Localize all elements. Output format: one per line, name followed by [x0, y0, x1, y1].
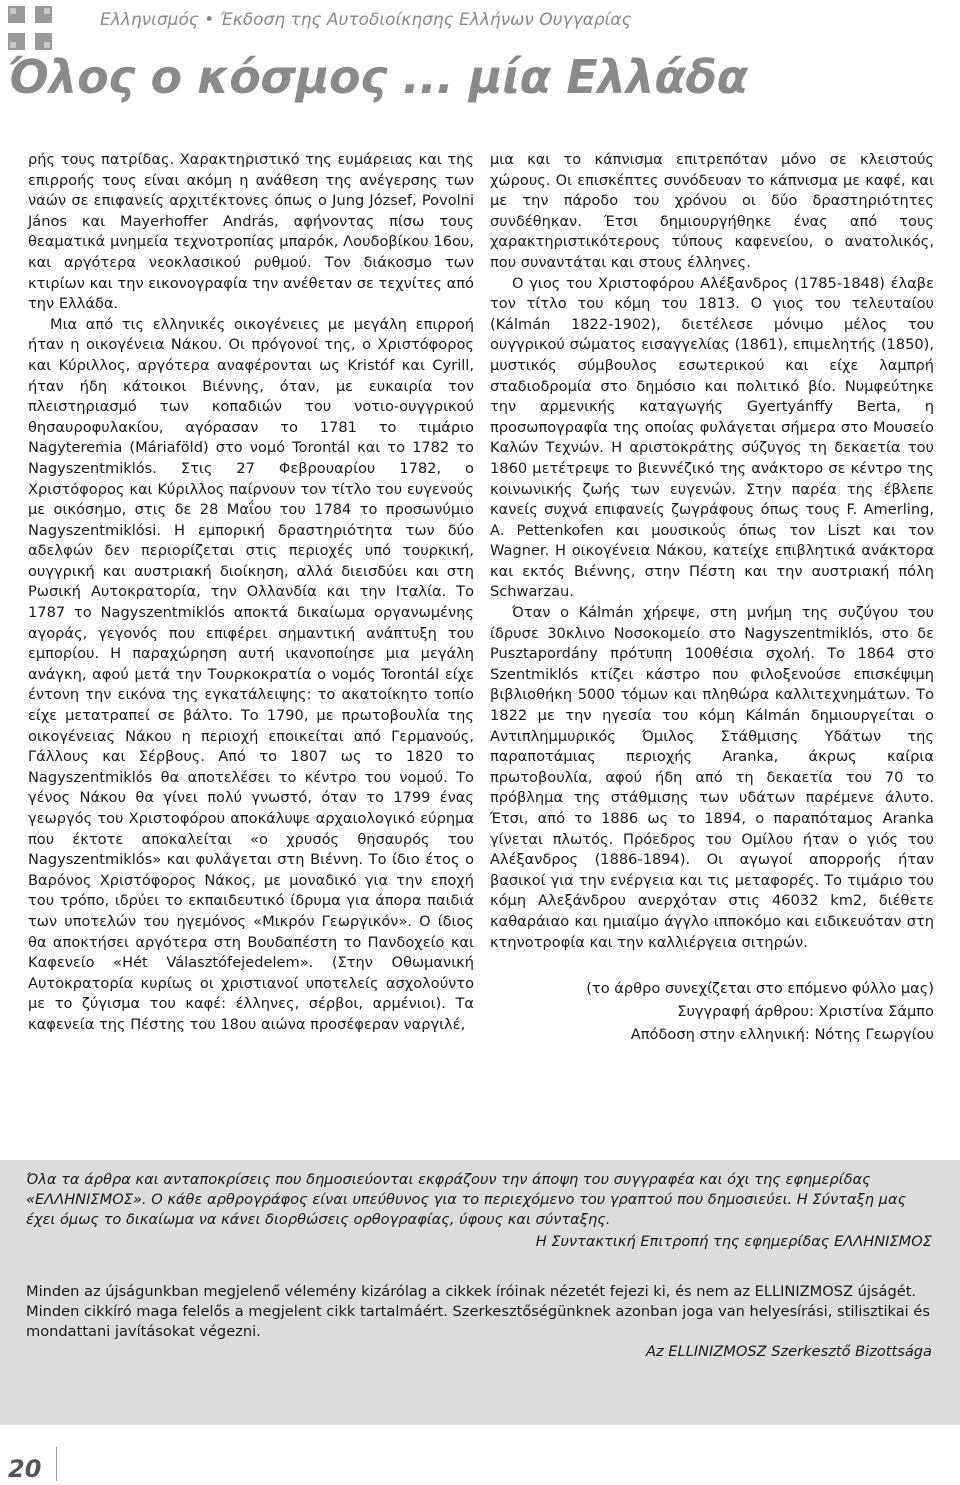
disclaimer-box: [0, 1160, 960, 1425]
translator-credit: Απόδοση στην ελληνική: Νότης Γεωργίου: [630, 1026, 934, 1044]
article-paragraph: Όταν ο Kálmán χήρεψε, στη μνήμη της συζύγου του ίδρυσε 30κλινο Νοσοκομείο στο Nagyszentmiklós, στο δε Pusztapordány πρότυπη 100θέσια σχολή. Το 1864 στο Szentmiklós κτίζει κάστρο που φιλοξενούσε επισκέψιμη βιβλιοθήκη 5000 τόμων και πληθώρα καλλιτεχνημάτων. Το 1822 με την ηγεσία του κόμη Kálmán δημιουργείται ο Αντιπλημμυρικός Όμιλος Στάθμισης Υδάτων της παραποτάμιας περιοχής Aranka, άκρως καίρια πρωτοβουλία, αφού ήδη από τη δεκαετία του 70 το πρόβλημα της στάθμισης των υδάτων παρέμενε άλυτο. Έτσι, από το 1886 ως το 1894, ο παραπόταμος Aranka γίνεται πλωτός. Πρόεδρος του Ομίλου ήταν ο γιός του Αλέξανδρος (1886-1894). Οι αγωγοί απορροής ήταν βασικοί για την ενέργεια και τις μεταφορές. Το τιμάριο του κόμη Αλεξάνδρου ανερχόταν στις 46032 km2, διέθετε καθαράιαο και ημιαίμο άγγλο ιπποκόμο και ειδικευόταν στη κτηνοτροφία και την καλλιέργεια σιτηρών.: [490, 604, 934, 951]
page-number: 20: [8, 1455, 42, 1483]
continued-note: (το άρθρο συνεχίζεται στο επόμενο φύλλο μας): [586, 980, 934, 998]
article-paragraph: μια και το κάπνισμα επιτρεπόταν μόνο σε κλειστούς χώρους. Οι επισκέπτες συνόδευαν το κάπνισμα με καφέ, και με την πάροδο του χρόνου οι δύο δραστηριότητες συνδέθηκαν. Έτσι δημιουργήθηκε ένας από τους χαρακτηριστικότερους τύπους καφενείου, ο ανατολικός, που συναντάται και στους έλληνες.: [490, 151, 934, 271]
greek-cross-flag-icon: [8, 6, 52, 50]
article-right-column: [490, 150, 934, 1046]
greek-disclaimer: Όλα τα άρθρα και ανταποκρίσεις που δημοσιεύονται εκφράζουν την άποψη του συγγραφέα και όχι της εφημερίδας «ΕΛΛΗΝΙΣΜΟΣ». Ο κάθε αρθρογράφος είναι υπεύθυνος για το περιεχόμενο του γραπτού που δημοσιεύει. Η Σύνταξη μας έχει όμως το δικαίωμα να κάνει διορθώσεις ορθογραφίας, ύφους και σύνταξης.: [26, 1171, 907, 1228]
page-number-divider: [56, 1447, 57, 1481]
article-paragraph: ρής τους πατρίδας. Χαρακτηριστικό της ευμάρειας και της επιρροής τους είναι ακόμη η ανάθεση της ανέγερσης των ναών σε επιφανείς αρχιτέκτονες όπως ο Jung József, Povolni János και Mayerhoffer András, αφήνοντας πίσω τους θεαματικά μνημεία τεχνοτροπίας μπαρόκ, Λουδοβίκου 16ου, και αργότερα νεοκλασικού ρυθμού. Τον διάκοσμο των κτιρίων και την εικονογραφία την ανέθεταν σε τεχνίτες από την Ελλάδα.: [28, 151, 474, 313]
author-credit: Συγγραφή άρθρου: Χριστίνα Σάμπο: [677, 1003, 934, 1021]
hungarian-disclaimer-signature: Az ELLINIZMOSZ Szerkesztő Bizottsága: [645, 1343, 932, 1360]
article-left-column: [28, 150, 474, 1036]
page-title: Όλος ο κόσμος ... μία Ελλάδα: [8, 50, 748, 104]
article-credits: [490, 977, 934, 1046]
masthead: Ελληνισμός • Έκδοση της Αυτοδιοίκησης Ελλήνων Ουγγαρίας: [100, 10, 632, 30]
article-paragraph: Μια από τις ελληνικές οικογένειες με μεγάλη επιρροή ήταν η οικογένεια Νάκου. Οι πρόγονοί της, ο Χριστόφορος και Κύριλλος, αργότερα αναφέρονται ως Kristóf και Cyrill, ήταν ήδη κάτοικοι Βιέννης, όταν, με ευκαιρία τον πλειστηριασμό των κοπαδιών του νοτιο-ουγγρικού θησαυροφυλακίου, αγόρασαν το 1781 το τιμάριο Nagyteremia (Máriaföld) στο νομό Torontál και το 1782 το Nagyszentmiklós. Στις 27 Φεβρουαρίου 1782, ο Χριστόφορος και Κύριλλος παίρνουν τον τίτλο του ευγενούς με οικόσημο, στις δε 28 Μαΐου του 1784 το προσωνύμιο Nagyszentmiklósi. Η εμπορική δραστηριότητα των δύο αδελφών δεν περιορίζεται στις περιοχές υπό τουρκική, ουγγρική και αυστριακή διοίκηση, αλλά διεισδύει και στη Ρωσική Αυτοκρατορία, την Ολλανδία και την Ιταλία. Το 1787 το Nagyszentmiklós αποκτά δικαίωμα οργανωμένης αγοράς, γεγονός που επιφέρει σημαντική ανάπτυξη του εμπορίου. Η παραχώρηση αυτή ικανοποίησε μια μεγάλη ανάγκη, αφού μετά την Τουρκοκρατία ο νομός Torontál είχε έντονη την εικόνα της εγκατάλειψης: το ακατοίκητο τοπίο είχε μετατραπεί σε βάλτο. Το 1790, με πρωτοβουλία της οικογένειας Νάκου η περιοχή εποικείται από Γερμανούς, Γάλλους και Σέρβους. Από το 1807 ως το 1820 το Nagyszentmiklós θα αποτελέσει το κέντρο του νομού. Το γένος Νάκου θα γίνει πολύ γνωστό, όταν το 1799 ένας γεωργός του Χριστοφόρου αποκάλυψε αρχαιολογικό εύρημα που έκτοτε αποκαλείται «ο χρυσός θησαυρός του Nagyszentmiklós» και φυλάγεται στη Βιέννη. Το ίδιο έτος ο Βαρόνος Χριστόφορος Νάκος, με μοναδικό για την εποχή του τρόπο, ιδρύει το εκπαιδευτικό ίδρυμα για άπορα παιδιά των υποτελών του ηγεμόνος «Μικρόν Γεωργικόν». Ο ίδιος θα αποκτήσει αργότερα στη Βουδαπέστη το Πανδοχείο και Καφενείο «Hét Választófejedelem». (Στην Οθωμανική Αυτοκρατορία κυρίως οι χριστιανοί υποτελείς ασχολούντο με το ζύγισμα του καφέ: έλληνες, σέρβοι, αρμένιοι). Τα καφενεία της Πέστης του 18ου αιώνα προσέφεραν ναργιλέ,: [28, 315, 474, 1033]
hungarian-disclaimer: Minden az újságunkban megjelenő vélemény kizárólag a cikkek íróinak nézetét fejezi ki, és nem az ELLINIZMOSZ újságét. Minden cikkíró maga felelős a megjelent cikk tartalmáért. Szerkesztőségünknek azonban joga van helyesírási, stilisztikai és mondattani javításokat végezni.: [26, 1283, 930, 1340]
article-paragraph: Ο γιος του Χριστοφόρου Αλέξανδρος (1785-1848) έλαβε τον τίτλο του κόμη του 1813. Ο γιος του τελευταίου (Kálmán 1822-1902), διετέλεσε μόνιμο μέλος του ουγγρικού σώματος εισαγγελίας (1861), επιμελητής (1850), μυστικός σύμβουλος εσωτερικού και είχε λαμπρή σταδιοδρομία στο δημόσιο και πολιτικό βίο. Νυμφεύτηκε την αρμενικής καταγωγής Gyertyánffy Berta, η προσωπογραφία της οποίας φυλάγεται σήμερα στο Μουσείο Καλών Τεχνών. Η αριστοκράτης σύζυγος τη δεκαετία του 1860 μετέτρεψε το βιεννέζικό της ανάκτορο σε κέντρο της κοινωνικής ζωής των ευγενών. Στην παρέα της έβλεπε κανείς συχνά επιφανείς ζωγράφους όπως τους F. Amerling, A. Pettenkofen και μουσικούς όπως τον Liszt και τον Wagner. Η οικογένεια Νάκου, κατείχε επιβλητικά ανάκτορα και εκτός Βιέννης, στην Πέστη και την αυστριακή πόλη Schwarzau.: [490, 274, 934, 601]
greek-disclaimer-signature: Η Συντακτική Επιτροπή της εφημερίδας ΕΛΛΗΝΙΣΜΟΣ: [535, 1233, 932, 1250]
